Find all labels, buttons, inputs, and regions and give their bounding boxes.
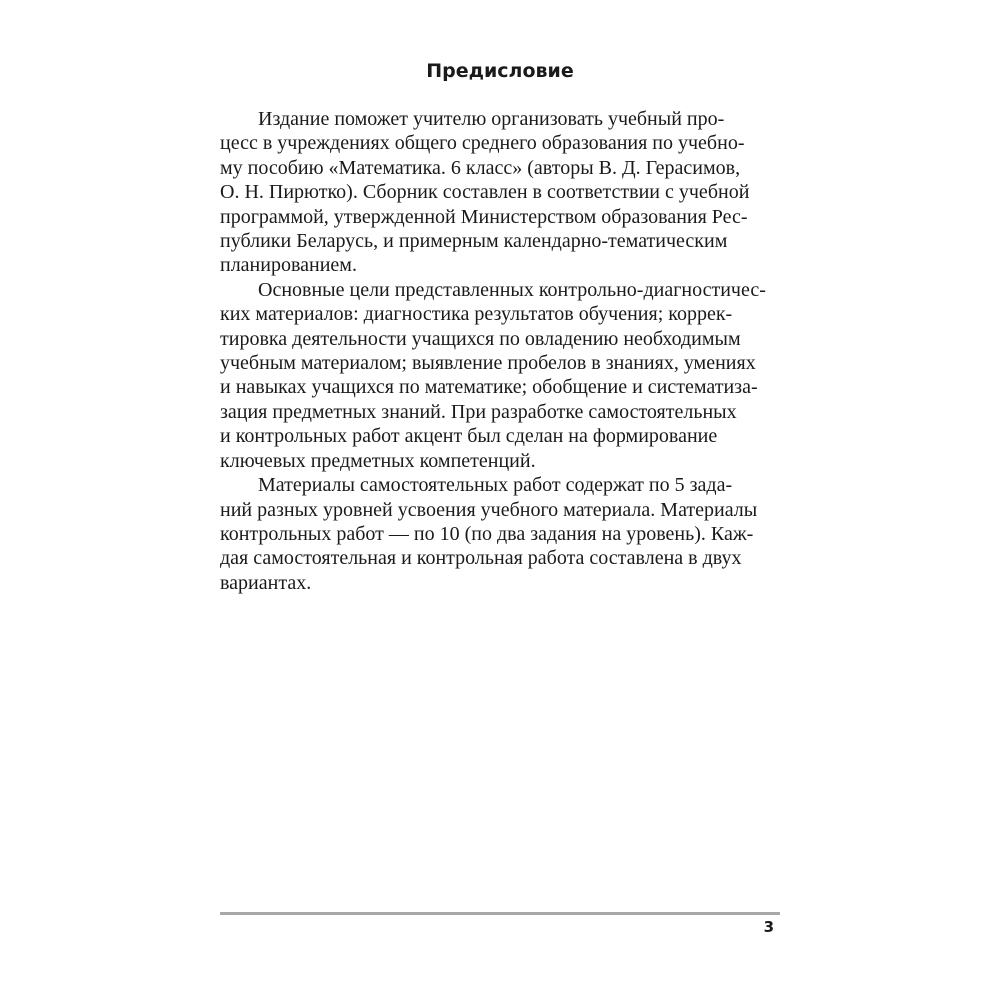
footer-rule	[220, 912, 780, 915]
paragraph-3: Материалы самостоятельных работ содержат по 5 зада- ний разных уровней усвоения учебного материала. Материалы контрольных работ — по 10 (по два задания на уровень). Каж- дая самостоятельная и контрольная работа составлена в двух вариантах.	[220, 474, 758, 594]
paragraph-2: Основные цели представленных контрольно-диагностичес- ких материалов: диагностика результатов обучения; коррек- тировка деятельности учащихся по овладению необходимым учебным материалом; выявление пробелов в знаниях, умениях и навыках учащихся по математике; обобщение и систематиза- зация предметных знаний. При разработке самостоятельных и контрольных работ акцент был сделан на формирование ключевых предметных компетенций.	[220, 278, 766, 472]
page-title: Предисловие	[426, 60, 574, 82]
page-number: 3	[763, 918, 774, 936]
body-text	[220, 107, 780, 595]
paragraph-1: Издание поможет учителю организовать учебный про- цесс в учреждениях общего среднего образования по учебно- му пособию «Математика. 6 класс» (авторы В. Д. Герасимов, О. Н. Пирютко). Сборник составлен в соответствии с учебной программой, утвержденной Министерством образования Рес- публики Беларусь, и примерным календарно-тематическим планированием.	[220, 108, 750, 277]
